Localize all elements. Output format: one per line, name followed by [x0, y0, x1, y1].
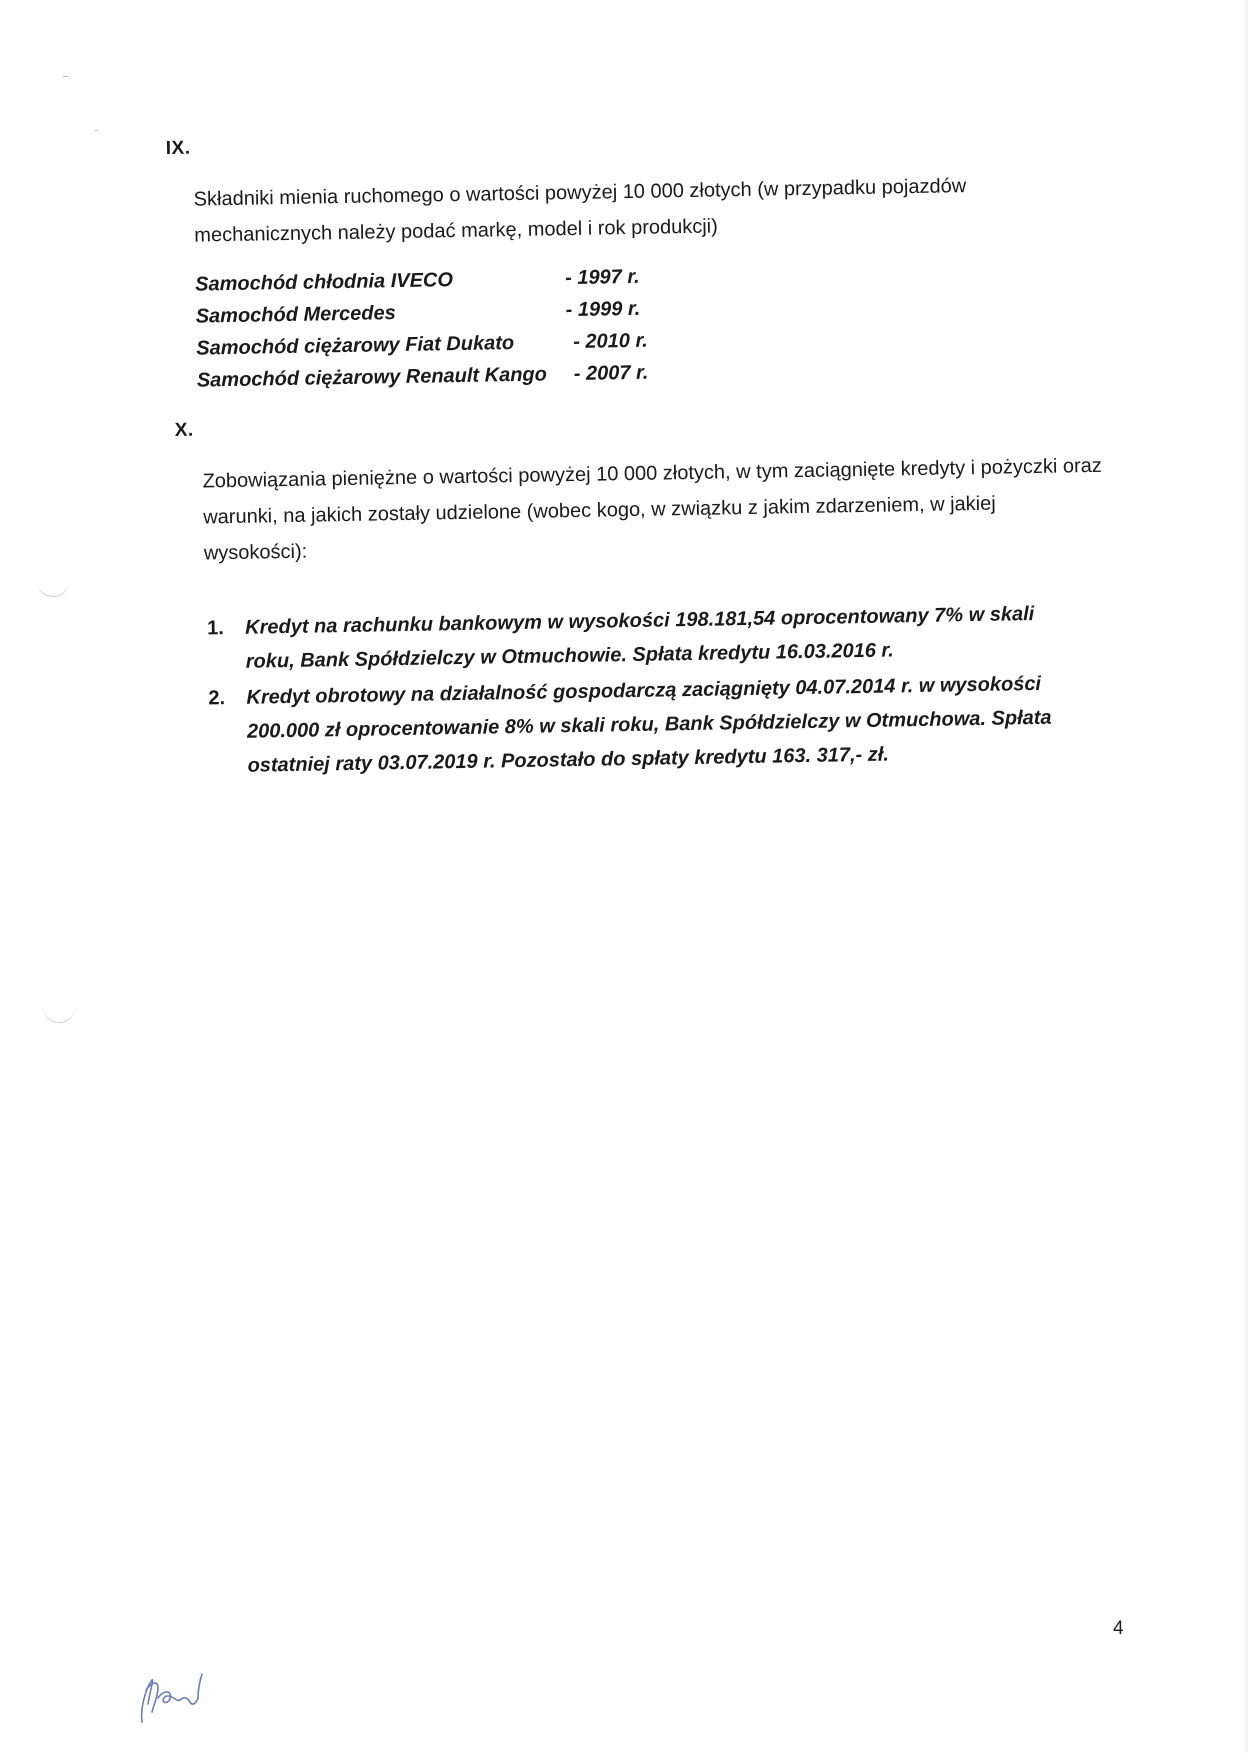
vehicle-row [195, 297, 641, 338]
section-x-description: Zobowiązania pieniężne o wartości powyżej 10 000 złotych, w tym zaciągnięte kredyty i pożyczki oraz warunki, na jakich zostały udzielone (wobec kogo, w związku z jakim zdarzeniem, w jakiej wysokości): [202, 454, 1102, 565]
vehicle-year: - 2007 r. [573, 361, 649, 385]
loan-number: 2. [208, 687, 226, 710]
vehicle-row [196, 361, 649, 402]
loan-text: Kredyt na rachunku bankowym w wysokości 198.181,54 oprocentowany 7% w skali roku, Bank Spółdzielczy w Otmuchowie. Spłata kredytu 16.03.2016 r. [244, 602, 1035, 673]
loan-item [208, 666, 1090, 783]
vehicle-name: Samochód chłodnia IVECO [194, 269, 454, 296]
section-x-number: X. [174, 419, 194, 441]
vehicle-row [194, 265, 640, 306]
vehicle-year: - 1999 r. [565, 297, 641, 322]
handwritten-signature [128, 1668, 218, 1728]
vehicle-name: Samochód ciężarowy Fiat Dukato [196, 332, 515, 360]
section-ix-number: IX. [165, 137, 191, 160]
vehicle-name: Samochód Mercedes [195, 302, 396, 328]
loan-number: 1. [206, 617, 225, 640]
vehicle-list [195, 265, 717, 414]
page-number: 4 [1113, 1618, 1124, 1639]
section-ix-description: Składniki mienia ruchomego o wartości powyżej 10 000 złotych (w przypadku pojazdów mechanicznych należy podać markę, model i rok produkcji) [193, 175, 967, 247]
loan-list [207, 596, 1090, 783]
loan-text: Kredyt obrotowy na działalność gospodarczą zaciągnięty 04.07.2014 r. w wysokości 200.000 zł oprocentowanie 8% w skali roku, Bank Spółdzielczy w Otmuchowa. Spłata ostatniej raty 03.07.2019 r. Pozostało do spłaty kredytu 163. 317,- zł. [246, 672, 1052, 777]
vehicle-year: - 1997 r. [564, 265, 640, 290]
vehicle-year: - 2010 r. [573, 329, 648, 353]
vehicle-row [196, 329, 648, 370]
loan-item [207, 596, 1088, 679]
vehicle-name: Samochód ciężarowy Renault Kango [196, 363, 548, 392]
